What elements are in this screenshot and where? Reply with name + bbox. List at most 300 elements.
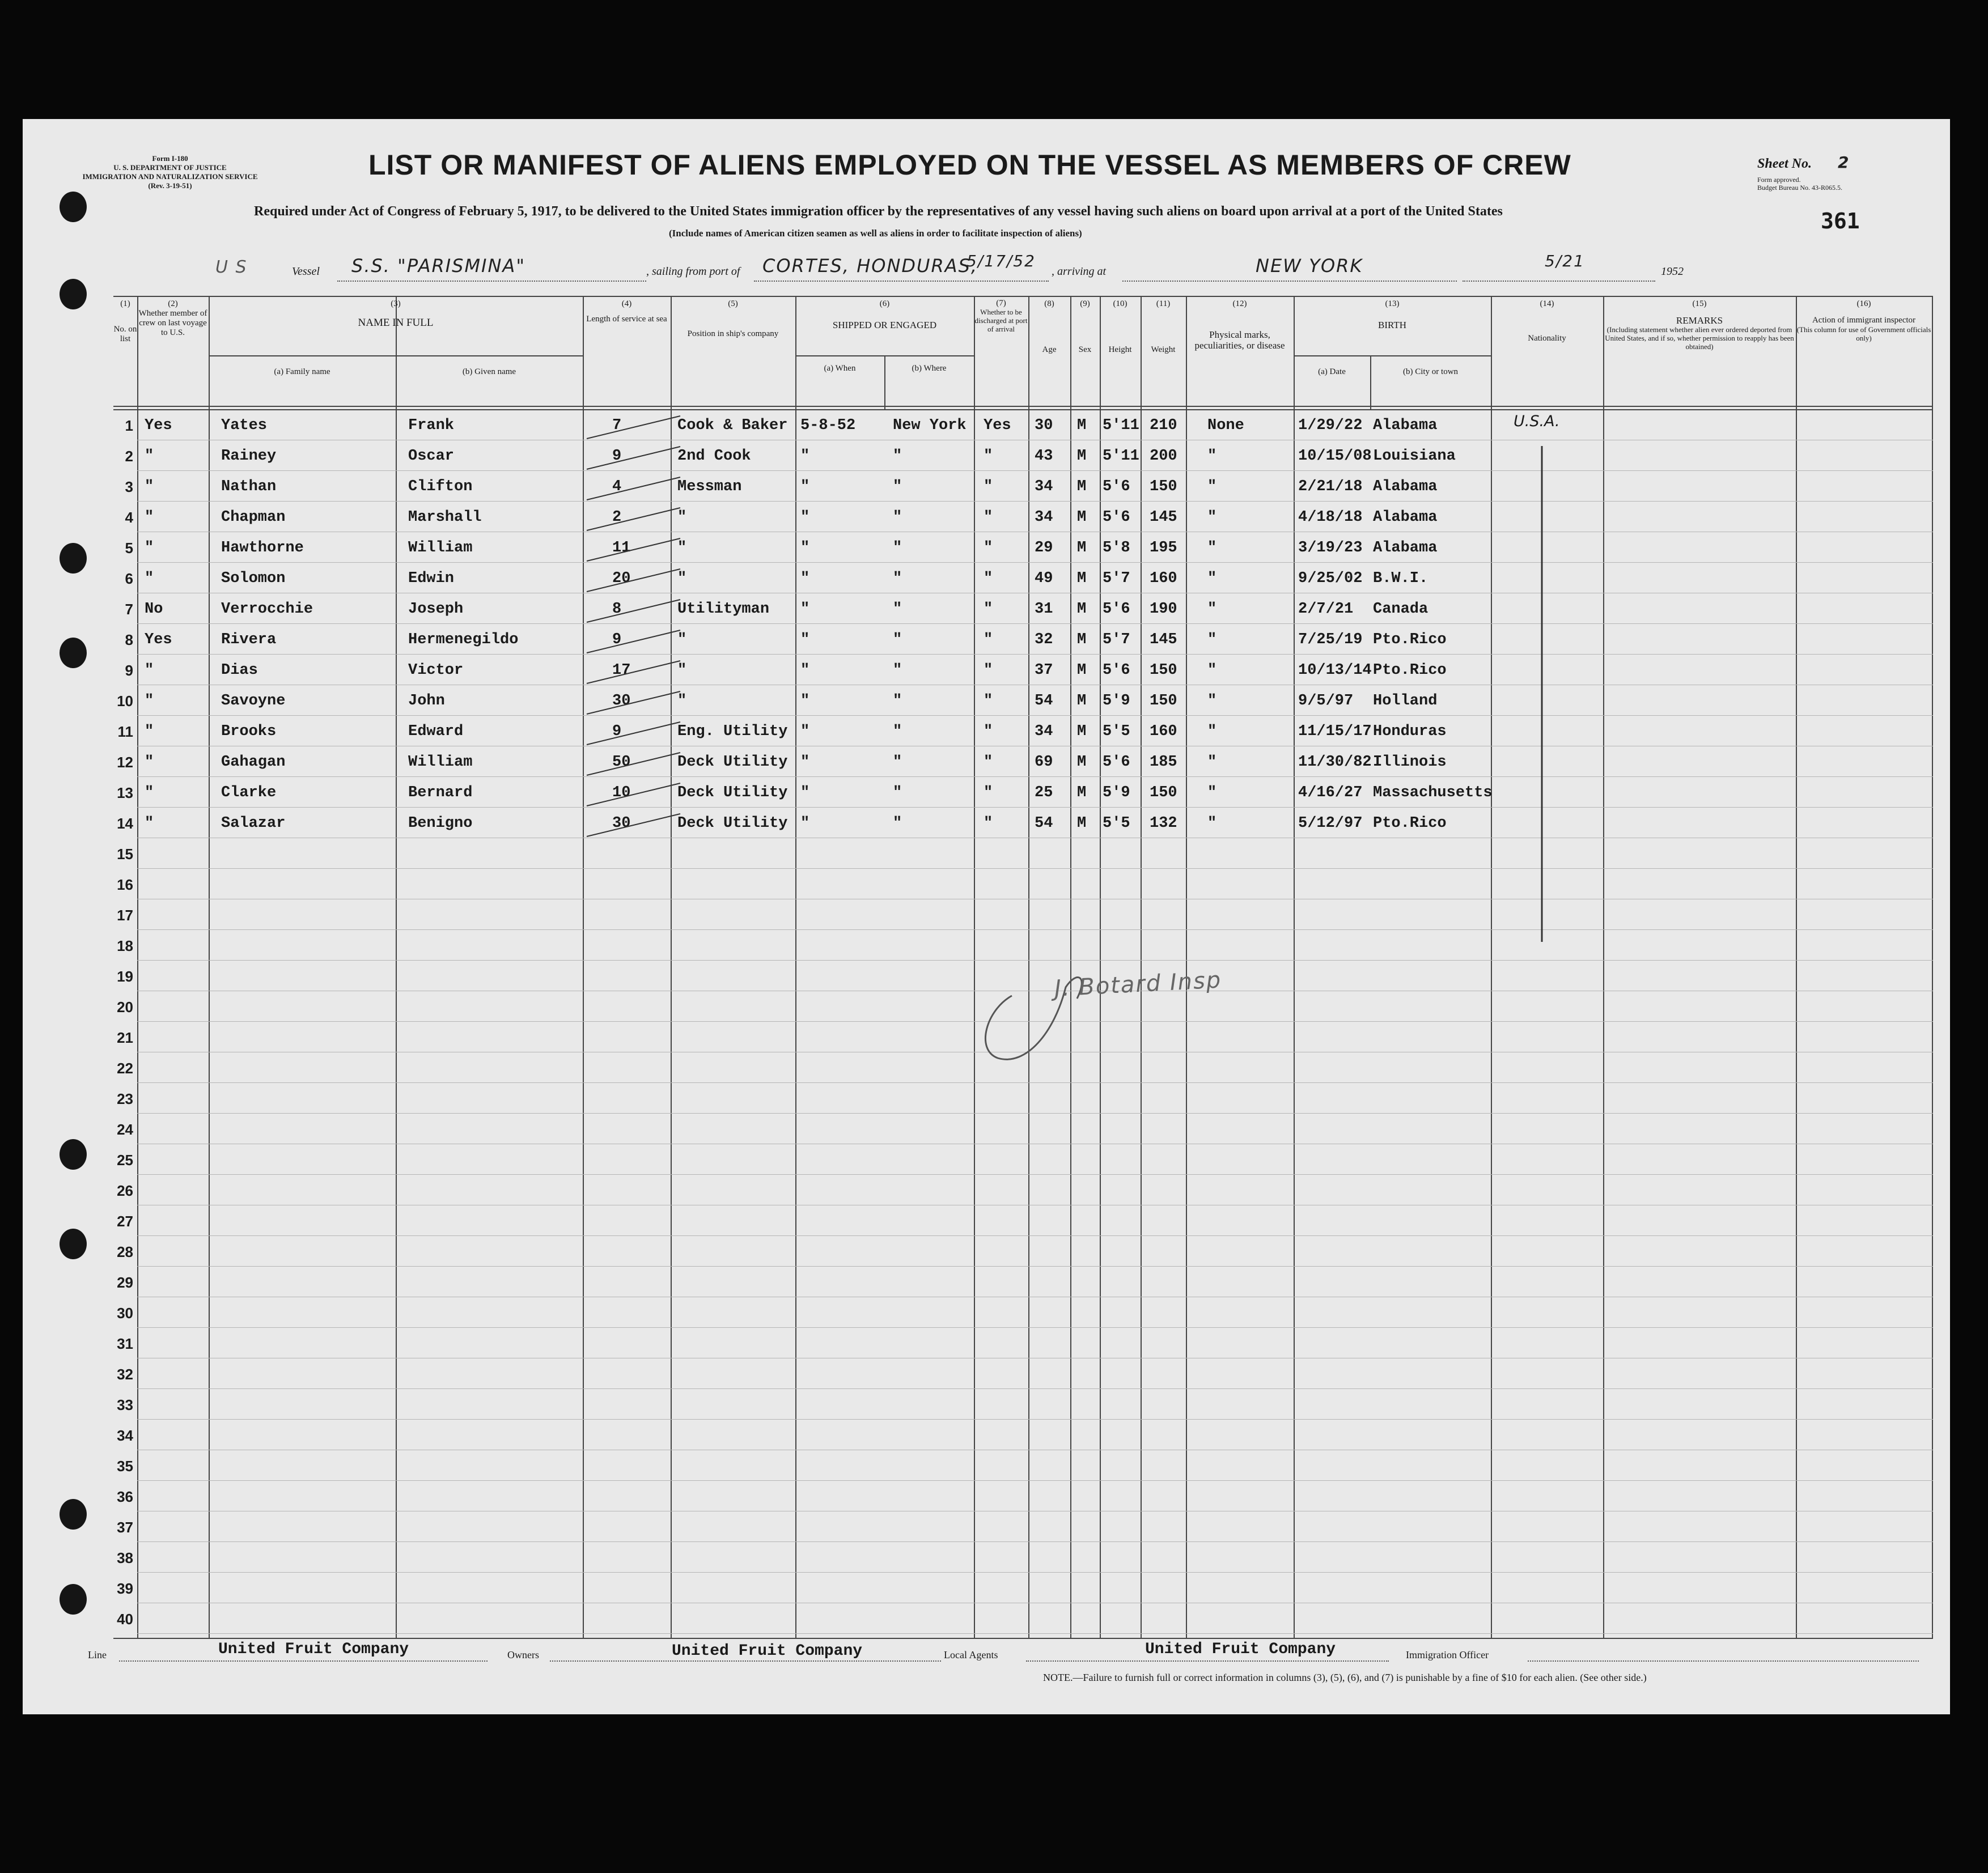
punch-hole (60, 1229, 87, 1259)
col8-num: (8) (1044, 299, 1054, 308)
cell-prev: " (145, 570, 154, 587)
cell-when: " (800, 570, 810, 587)
cell-weight: 185 (1150, 754, 1177, 771)
table-horizontal-rule (113, 1638, 1933, 1639)
year: 1952 (1661, 265, 1684, 278)
cell-where: " (893, 509, 902, 526)
cell-birth-date: 4/16/27 (1298, 784, 1363, 801)
cell-given: Frank (408, 417, 455, 434)
cell-weight: 145 (1150, 631, 1177, 648)
cell-marks: " (1207, 448, 1217, 465)
row-number: 38 (117, 1549, 133, 1566)
cell-where: " (893, 478, 902, 495)
cell-when: " (800, 631, 810, 648)
col9-num: (9) (1080, 299, 1090, 308)
col3a-header: (a) Family name (274, 367, 330, 376)
footer-owners-label: Owners (507, 1649, 539, 1660)
cell-where: " (893, 540, 902, 557)
cell-when: " (800, 693, 810, 710)
subtitle: Required under Act of Congress of February 5, 1917, to be delivered to the United States immigration officer by the representatives of any vessel having such aliens on board upon arrival at a port of the United States (254, 204, 1503, 219)
col16-label: Action of immigrant inspector (1812, 316, 1916, 325)
service-checkmarks (587, 416, 680, 836)
col9-label: Sex (1078, 345, 1092, 354)
service-checkmark (587, 477, 680, 500)
cell-weight: 150 (1150, 662, 1177, 679)
cell-where: " (893, 723, 902, 740)
footer-agents-label: Local Agents (944, 1649, 998, 1660)
cell-position: 2nd Cook (677, 448, 751, 465)
crew-table (113, 296, 1933, 1633)
cell-when: 5-8-52 (800, 417, 856, 434)
approval-text: Form approved. (1757, 176, 1801, 184)
cell-height: 5'6 (1103, 754, 1130, 771)
cell-sex: M (1077, 509, 1087, 526)
cell-discharge: " (984, 631, 993, 648)
cell-where: New York (893, 417, 967, 434)
cell-position: " (677, 540, 687, 557)
cell-discharge: " (984, 723, 993, 740)
row-number: 40 (117, 1611, 133, 1628)
row-number: 15 (117, 846, 133, 863)
cell-age: 54 (1035, 815, 1053, 832)
col15-label: REMARKS (1676, 315, 1723, 326)
cell-birth-place: Canada (1373, 601, 1429, 618)
cell-discharge: " (984, 448, 993, 465)
cell-age: 25 (1035, 784, 1053, 801)
cell-position: Eng. Utility (677, 723, 788, 740)
cell-position: Cook & Baker (677, 417, 788, 434)
punch-hole (60, 1499, 87, 1530)
cell-position: Deck Utility (677, 754, 788, 771)
cell-weight: 150 (1150, 693, 1177, 710)
cell-weight: 145 (1150, 509, 1177, 526)
cell-service: 7 (612, 417, 622, 434)
sheet-label: Sheet No. (1757, 156, 1812, 171)
row-number: 27 (117, 1213, 133, 1230)
col7-num: (7) (996, 299, 1006, 308)
cell-sex: M (1077, 693, 1087, 710)
page-number: 361 (1821, 209, 1860, 233)
cell-family: Salazar (221, 815, 286, 832)
col11-num: (11) (1156, 299, 1171, 308)
row-number: 9 (125, 662, 133, 679)
row-number: 33 (117, 1396, 133, 1413)
row-number: 1 (125, 417, 133, 434)
cell-sex: M (1077, 784, 1087, 801)
row-number: 32 (117, 1366, 133, 1383)
cell-given: Clifton (408, 478, 473, 495)
cell-given: Bernard (408, 784, 473, 801)
cell-birth-date: 1/29/22 (1298, 417, 1363, 434)
cell-position: Deck Utility (677, 784, 788, 801)
form-approval (1757, 176, 1842, 192)
cell-position: " (677, 509, 687, 526)
cell-birth-date: 3/19/23 (1298, 540, 1363, 557)
cell-age: 54 (1035, 693, 1053, 710)
cell-marks: " (1207, 662, 1217, 679)
cell-service: 11 (612, 540, 631, 557)
us-mark: U S (215, 257, 248, 277)
departure-date: 5/17/52 (967, 252, 1036, 270)
col14-num: (14) (1540, 299, 1554, 308)
col4-label: Length of service at sea (586, 315, 667, 324)
cell-marks: " (1207, 815, 1217, 832)
cell-given: Oscar (408, 448, 455, 465)
cell-birth-place: B.W.I. (1373, 570, 1429, 587)
col16-detail: (This column for use of Government officials only) (1796, 325, 1931, 342)
cell-marks: " (1207, 478, 1217, 495)
cell-discharge: " (984, 601, 993, 618)
row-number: 34 (117, 1427, 133, 1444)
service-checkmark (587, 691, 680, 714)
sheet-value: 2 (1838, 153, 1850, 172)
row-number: 25 (117, 1152, 133, 1169)
cell-sex: M (1077, 540, 1087, 557)
cell-where: " (893, 754, 902, 771)
cell-family: Chapman (221, 509, 286, 526)
cell-given: Joseph (408, 601, 464, 618)
cell-marks: " (1207, 540, 1217, 557)
cell-service: 2 (612, 509, 622, 526)
sailing-label: , sailing from port of (646, 265, 740, 278)
row-number: 30 (117, 1305, 133, 1322)
cell-given: Victor (408, 662, 464, 679)
col14-label: Nationality (1528, 334, 1566, 343)
col10-num: (10) (1113, 299, 1127, 308)
cell-family: Verrocchie (221, 601, 313, 618)
cell-sex: M (1077, 417, 1087, 434)
cell-position: " (677, 693, 687, 710)
col12-num: (12) (1232, 299, 1247, 308)
col4-num: (4) (621, 299, 632, 308)
cell-birth-place: Alabama (1373, 478, 1438, 495)
departure-port: CORTES, HONDURAS, (762, 255, 978, 277)
cell-weight: 132 (1150, 815, 1177, 832)
footer-line-value: United Fruit Company (218, 1641, 409, 1658)
cell-where: " (893, 693, 902, 710)
cell-birth-place: Honduras (1373, 723, 1447, 740)
manifest-sheet (23, 119, 1950, 1714)
vessel-name: S.S. "PARISMINA" (351, 255, 526, 277)
budget-text: Budget Bureau No. 43-R065.5. (1757, 184, 1842, 192)
col13-num: (13) (1385, 299, 1400, 308)
cell-sex: M (1077, 723, 1087, 740)
cell-given: William (408, 754, 473, 771)
cell-age: 49 (1035, 570, 1053, 587)
cell-discharge: " (984, 478, 993, 495)
table-row-rule (137, 1633, 1933, 1634)
cell-age: 34 (1035, 723, 1053, 740)
col6b-header: (b) Where (912, 364, 947, 373)
cell-prev: " (145, 662, 154, 679)
cell-height: 5'9 (1103, 693, 1130, 710)
cell-birth-date: 2/7/21 (1298, 601, 1354, 618)
cell-prev: Yes (145, 417, 172, 434)
form-number: Form I-180 (152, 154, 188, 163)
col5-label: Position in ship's company (687, 329, 779, 338)
cell-service: 50 (612, 754, 631, 771)
cell-when: " (800, 815, 810, 832)
cell-given: Edwin (408, 570, 455, 587)
col13-label: BIRTH (1378, 320, 1406, 330)
cell-age: 34 (1035, 509, 1053, 526)
row-number: 20 (117, 999, 133, 1016)
cell-discharge: " (984, 570, 993, 587)
row-number: 14 (117, 815, 133, 832)
cell-discharge: " (984, 693, 993, 710)
cell-birth-place: Pto.Rico (1373, 815, 1447, 832)
cell-position: " (677, 570, 687, 587)
cell-birth-date: 11/15/17 (1298, 723, 1372, 740)
cell-position: Utilityman (677, 601, 770, 618)
service-checkmark (587, 753, 680, 775)
cell-birth-date: 5/12/97 (1298, 815, 1363, 832)
cell-family: Rivera (221, 631, 277, 648)
cell-position: Deck Utility (677, 815, 788, 832)
cell-service: 9 (612, 631, 622, 648)
service-checkmark (587, 447, 680, 469)
cell-prev: " (145, 478, 154, 495)
cell-discharge: " (984, 815, 993, 832)
cell-prev: No (145, 601, 163, 618)
cell-discharge: " (984, 509, 993, 526)
cell-prev: " (145, 509, 154, 526)
row-number: 24 (117, 1121, 133, 1138)
cell-when: " (800, 601, 810, 618)
cell-when: " (800, 448, 810, 465)
row-number: 35 (117, 1458, 133, 1475)
col6a-header: (a) When (824, 364, 856, 373)
cell-weight: 195 (1150, 540, 1177, 557)
col3-label: NAME IN FULL (358, 317, 434, 329)
cell-marks: " (1207, 754, 1217, 771)
cell-position: " (677, 631, 687, 648)
punch-hole (60, 1584, 87, 1615)
cell-sex: M (1077, 478, 1087, 495)
footer-owners-value: United Fruit Company (672, 1642, 863, 1660)
cell-height: 5'6 (1103, 601, 1130, 618)
cell-marks: " (1207, 631, 1217, 648)
row-number: 31 (117, 1335, 133, 1352)
cell-height: 5'6 (1103, 478, 1130, 495)
arriving-label: , arriving at (1052, 265, 1107, 278)
service-checkmark (587, 538, 680, 561)
cell-birth-date: 9/25/02 (1298, 570, 1363, 587)
cell-service: 9 (612, 723, 622, 740)
cell-prev: " (145, 784, 154, 801)
row-number: 29 (117, 1274, 133, 1291)
col13b-header: (b) City or town (1402, 367, 1459, 376)
cell-sex: M (1077, 570, 1087, 587)
cell-birth-date: 2/21/18 (1298, 478, 1363, 495)
row-number: 5 (125, 540, 133, 557)
col6-num: (6) (879, 299, 890, 308)
cell-service: 10 (612, 784, 631, 801)
page-title: LIST OR MANIFEST OF ALIENS EMPLOYED ON THE VESSEL AS MEMBERS OF CREW (368, 149, 1571, 181)
cell-height: 5'6 (1103, 509, 1130, 526)
cell-when: " (800, 723, 810, 740)
cell-marks: None (1207, 417, 1244, 434)
col15-num: (15) (1692, 299, 1707, 308)
arrival-port: NEW YORK (1256, 255, 1363, 277)
cell-family: Yates (221, 417, 268, 434)
cell-sex: M (1077, 631, 1087, 648)
cell-family: Savoyne (221, 693, 286, 710)
cell-discharge: " (984, 754, 993, 771)
cell-service: 17 (612, 662, 631, 679)
form-identifier (77, 154, 264, 190)
service-checkmark (587, 661, 680, 683)
service-checkmark (587, 600, 680, 622)
row-number: 12 (117, 754, 133, 771)
cell-birth-place: Pto.Rico (1373, 662, 1447, 679)
cell-family: Hawthorne (221, 540, 304, 557)
col3b-header: (b) Given name (462, 367, 516, 376)
cell-age: 31 (1035, 601, 1053, 618)
cell-where: " (893, 448, 902, 465)
cell-service: 9 (612, 448, 622, 465)
col6-label: SHIPPED OR ENGAGED (832, 320, 937, 330)
row-number: 23 (117, 1090, 133, 1107)
cell-sex: M (1077, 815, 1087, 832)
annotation-overlay (113, 296, 1933, 1633)
service-checkmark (587, 569, 680, 592)
cell-marks: " (1207, 601, 1217, 618)
footer-note: NOTE.—Failure to furnish full or correct information in columns (3), (5), (6), and (7) is punishable by a fine of $10 for each alien. (See other side.) (1043, 1672, 1647, 1683)
cell-when: " (800, 478, 810, 495)
punch-hole (60, 1139, 87, 1170)
punch-hole (60, 638, 87, 668)
punch-hole (60, 543, 87, 574)
col8-label: Age (1042, 345, 1057, 354)
col11-label: Weight (1151, 345, 1176, 354)
cell-weight: 150 (1150, 784, 1177, 801)
col1-label: No. on list (113, 325, 137, 343)
cell-prev: " (145, 723, 154, 740)
col13a-header: (a) Date (1318, 367, 1346, 376)
cell-where: " (893, 662, 902, 679)
cell-discharge: " (984, 662, 993, 679)
cell-birth-place: Alabama (1373, 509, 1438, 526)
col2-label: Whether member of crew on last voyage to U.S. (138, 309, 207, 337)
cell-birth-place: Illinois (1373, 754, 1447, 771)
cell-height: 5'9 (1103, 784, 1130, 801)
service-checkmark (587, 814, 680, 836)
cell-family: Dias (221, 662, 258, 679)
cell-weight: 150 (1150, 478, 1177, 495)
cell-age: 34 (1035, 478, 1053, 495)
cell-birth-date: 10/13/14 (1298, 662, 1372, 679)
cell-sex: M (1077, 601, 1087, 618)
cell-birth-place: Alabama (1373, 417, 1438, 434)
cell-birth-date: 4/18/18 (1298, 509, 1363, 526)
sheet-number-label (1757, 153, 1850, 172)
cell-family: Rainey (221, 448, 277, 465)
cell-when: " (800, 754, 810, 771)
cell-weight: 160 (1150, 570, 1177, 587)
cell-birth-date: 11/30/82 (1298, 754, 1372, 771)
cell-prev: " (145, 754, 154, 771)
cell-family: Brooks (221, 723, 277, 740)
row-number: 6 (125, 570, 133, 587)
footer-officer-label: Immigration Officer (1406, 1649, 1489, 1660)
cell-given: John (408, 693, 445, 710)
row-number: 13 (117, 784, 133, 801)
footer-agents-value: United Fruit Company (1145, 1641, 1336, 1658)
footer-line-label: Line (88, 1649, 107, 1660)
cell-prev: Yes (145, 631, 172, 648)
cell-service: 20 (612, 570, 631, 587)
cell-weight: 210 (1150, 417, 1177, 434)
subtitle-note: (Include names of American citizen seamen as well as aliens in order to facilitate inspection of aliens) (669, 228, 1082, 239)
cell-prev: " (145, 540, 154, 557)
col1-num: (1) (120, 299, 130, 308)
arrival-date: 5/21 (1545, 252, 1585, 270)
row-number: 26 (117, 1182, 133, 1199)
col16-num: (16) (1856, 299, 1871, 308)
service-checkmark (587, 508, 680, 530)
cell-birth-place: Alabama (1373, 540, 1438, 557)
cell-marks: " (1207, 509, 1217, 526)
cell-birth-place: Pto.Rico (1373, 631, 1447, 648)
cell-given: Hermenegildo (408, 631, 519, 648)
col7-label: Whether to be discharged at port of arrival (974, 308, 1028, 333)
inspector-signature: J. Botard Insp (1053, 967, 1223, 1002)
cell-position: " (677, 662, 687, 679)
cell-prev: " (145, 815, 154, 832)
cell-where: " (893, 601, 902, 618)
row-number: 7 (125, 601, 133, 618)
cell-when: " (800, 662, 810, 679)
service-checkmark (587, 722, 680, 745)
cell-height: 5'5 (1103, 815, 1130, 832)
row-number: 37 (117, 1519, 133, 1536)
cell-discharge: " (984, 784, 993, 801)
row-number: 8 (125, 631, 133, 648)
cell-given: Benigno (408, 815, 473, 832)
cell-weight: 190 (1150, 601, 1177, 618)
row-number: 39 (117, 1580, 133, 1597)
revision: (Rev. 3-19-51) (148, 181, 192, 190)
cell-sex: M (1077, 754, 1087, 771)
cell-birth-place: Holland (1373, 693, 1438, 710)
cell-height: 5'6 (1103, 662, 1130, 679)
row-number: 19 (117, 968, 133, 985)
row-number: 22 (117, 1060, 133, 1077)
cell-height: 5'11 (1103, 448, 1139, 465)
col15-detail: (Including statement whether alien ever ordered deported from United States, and if so, whether permission to reapply has been obtained) (1605, 325, 1794, 351)
col10-label: Height (1108, 345, 1132, 354)
service: IMMIGRATION AND NATURALIZATION SERVICE (82, 172, 258, 181)
service-checkmark (587, 416, 680, 439)
department: U. S. DEPARTMENT OF JUSTICE (113, 163, 227, 172)
cell-discharge: " (984, 540, 993, 557)
cell-age: 37 (1035, 662, 1053, 679)
cell-marks: " (1207, 693, 1217, 710)
cell-when: " (800, 509, 810, 526)
cell-where: " (893, 570, 902, 587)
cell-age: 30 (1035, 417, 1053, 434)
cell-age: 29 (1035, 540, 1053, 557)
row-number: 2 (125, 448, 133, 465)
col3-num: (3) (391, 299, 401, 308)
cell-when: " (800, 540, 810, 557)
cell-family: Gahagan (221, 754, 286, 771)
row-number: 21 (117, 1029, 133, 1046)
row-number: 16 (117, 876, 133, 893)
service-checkmark (587, 783, 680, 806)
cell-age: 32 (1035, 631, 1053, 648)
